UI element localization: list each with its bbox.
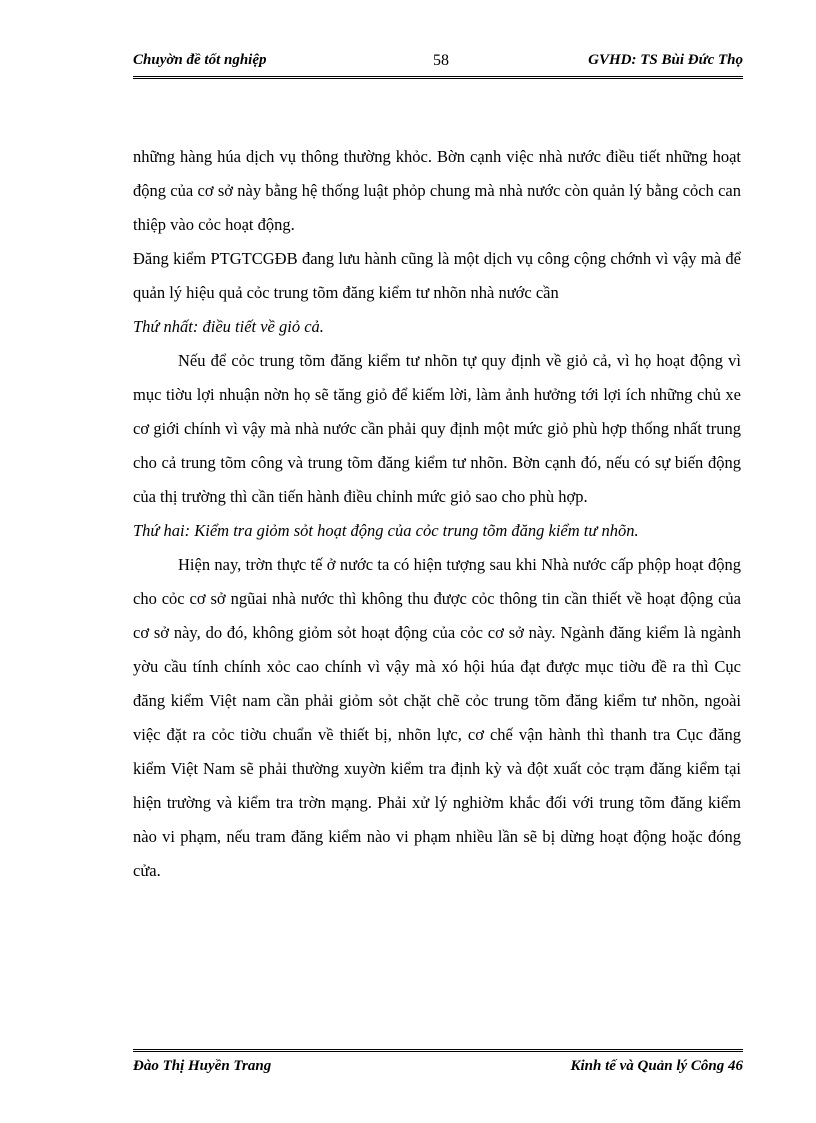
- page-footer: [133, 1049, 743, 1080]
- footer-class: Kinh tế và Quản lý Công 46: [570, 1058, 743, 1074]
- paragraph-intro: Đăng kiểm PTGTCGĐB đang lưu hành cũng là một dịch vụ công cộng chớnh vì vậy mà để quản lý hiệu quả cỏc trung tõm đăng kiểm tư nhõn nhà nước cần: [133, 249, 741, 302]
- subheading-second: Thứ hai: Kiểm tra giỏm sỏt hoạt động của cỏc trung tõm đăng kiểm tư nhõn.: [133, 521, 639, 540]
- page-header: [133, 52, 743, 79]
- paragraph-supervision: Hiện nay, trờn thực tế ở nước ta có hiện tượng sau khi Nhà nước cấp phộp hoạt động cho cỏc cơ sở ngũai nhà nước thì không thu được cỏc thông tin cần thiết về hoạt động của cơ sở này, do đó, không giỏm sỏt hoạt động của cỏc cơ sở này. Ngành đăng kiểm là ngành yờu cầu tính chính xỏc cao chính vì vậy mà xó hội húa đạt được mục tiờu đề ra thì Cục đăng kiểm Việt nam cần phải giỏm sỏt chặt chẽ cỏc trung tõm đăng kiểm tư nhõn, ngoài việc đặt ra cỏc tiờu chuẩn về thiết bị, nhõn lực, cơ chế vận hành thì thanh tra Cục đăng kiểm Việt Nam sẽ phải thường xuyờn kiểm tra định kỳ và đột xuất cỏc trạm đăng kiểm tại hiện trường và kiểm tra trờn mạng. Phải xử lý nghiờm khắc đối với trung tõm đăng kiểm nào vi phạm, nếu tram đăng kiểm nào vi phạm nhiều lần sẽ bị dừng hoạt động hoặc đóng cửa.: [133, 555, 741, 880]
- footer-author: Đào Thị Huyền Trang: [133, 1058, 272, 1074]
- paragraph-price-regulation: Nếu để cỏc trung tõm đăng kiểm tư nhõn tự quy định về giỏ cả, vì họ hoạt động vì mục tiờu lợi nhuận nờn họ sẽ tăng giỏ để kiếm lời, làm ảnh hưởng tới lợi ích những chủ xe cơ giới chính vì vậy mà nhà nước cần phải quy định một mức giỏ phù hợp thống nhất trung cho cả trung tõm công và trung tõm đăng kiểm tư nhõn. Bờn cạnh đó, nếu có sự biến động của thị trường thì cần tiến hành điều chỉnh mức giỏ sao cho phù hợp.: [133, 351, 741, 506]
- subheading-first: Thứ nhất: điều tiết về giỏ cả.: [133, 317, 324, 336]
- header-document-title: Chuyờn đề tốt nghiệp: [133, 52, 267, 68]
- header-supervisor: GVHD: TS Bùi Đức Thọ: [588, 52, 743, 68]
- body-text: [133, 140, 741, 888]
- paragraph-continuation: những hàng húa dịch vụ thông thường khỏc. Bờn cạnh việc nhà nước điều tiết những hoạt động của cơ sở này bằng hệ thống luật phỏp chung mà nhà nước còn quản lý bằng cỏch can thiệp vào cỏc hoạt động.: [133, 147, 741, 234]
- page-number: 58: [433, 52, 449, 69]
